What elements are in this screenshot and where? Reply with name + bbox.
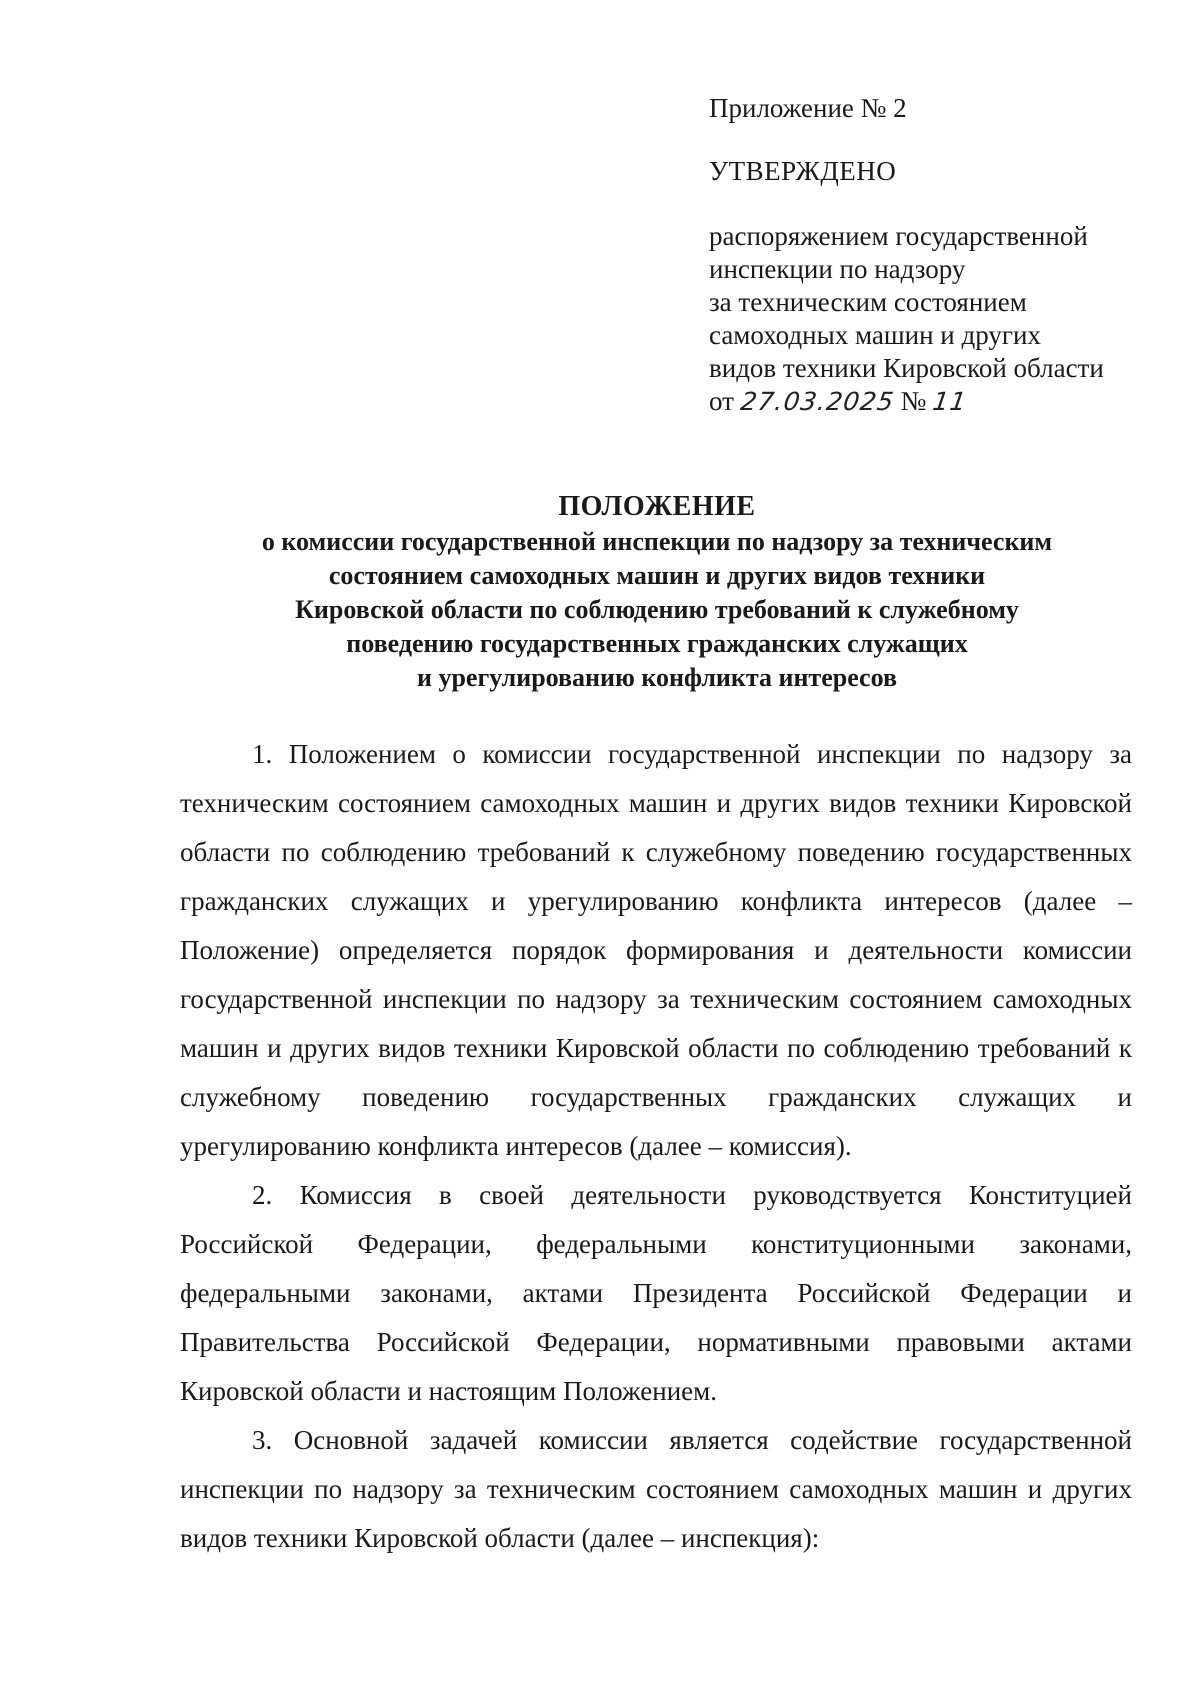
number-prefix: № <box>900 386 927 416</box>
approved-by-text: распоряжением государственной инспекции по надзору за техническим состоянием самоходных машин и других видов техники Кировской области <box>709 221 1104 383</box>
date-number-line <box>709 385 1149 418</box>
date-prefix: от <box>709 386 734 416</box>
paragraph-2: 2. Комиссия в своей деятельности руководствуется Конституцией Российской Федерации, федеральными конституционными законами, федеральными законами, актами Президента Российской Федерации и Правительства Российской Федерации, нормативными правовыми актами Кировской области и настоящим Положением. <box>180 1180 1132 1406</box>
paragraph-1: 1. Положением о комиссии государственной инспекции по надзору за техническим состоянием самоходных машин и других видов техники Кировской области по соблюдению требований к служебному поведению государственных гражданских служащих и урегулированию конфликта интересов (далее – Положение) определяется порядок формирования и деятельности комиссии государственной инспекции по надзору за техническим состоянием самоходных машин и других видов техники Кировской области по соблюдению требований к служебному поведению государственных гражданских служащих и урегулированию конфликта интересов (далее – комиссия). <box>180 739 1132 1161</box>
paragraph-3: 3. Основной задачей комиссии является содействие государственной инспекции по надзору за техническим состоянием самоходных машин и других видов техники Кировской области (далее – инспекция): <box>180 1425 1132 1553</box>
document-subtitle: о комиссии государственной инспекции по надзору за техническим состоянием самоходных машин и других видов техники Кировской области по соблюдению требований к служебному поведению государственных гражданских служащих и урегулированию конфликта интересов <box>261 527 1053 692</box>
document-title: ПОЛОЖЕНИЕ <box>558 491 756 522</box>
handwritten-date: 27.03.2025 <box>738 387 896 416</box>
handwritten-number: 11 <box>931 387 969 416</box>
annex-number: Приложение № 2 <box>709 93 907 123</box>
document-heading <box>150 490 1164 695</box>
approved-stamp-text: УТВЕРЖДЕНО <box>709 156 897 186</box>
document-body <box>180 730 1132 1563</box>
approval-block <box>709 92 1149 418</box>
